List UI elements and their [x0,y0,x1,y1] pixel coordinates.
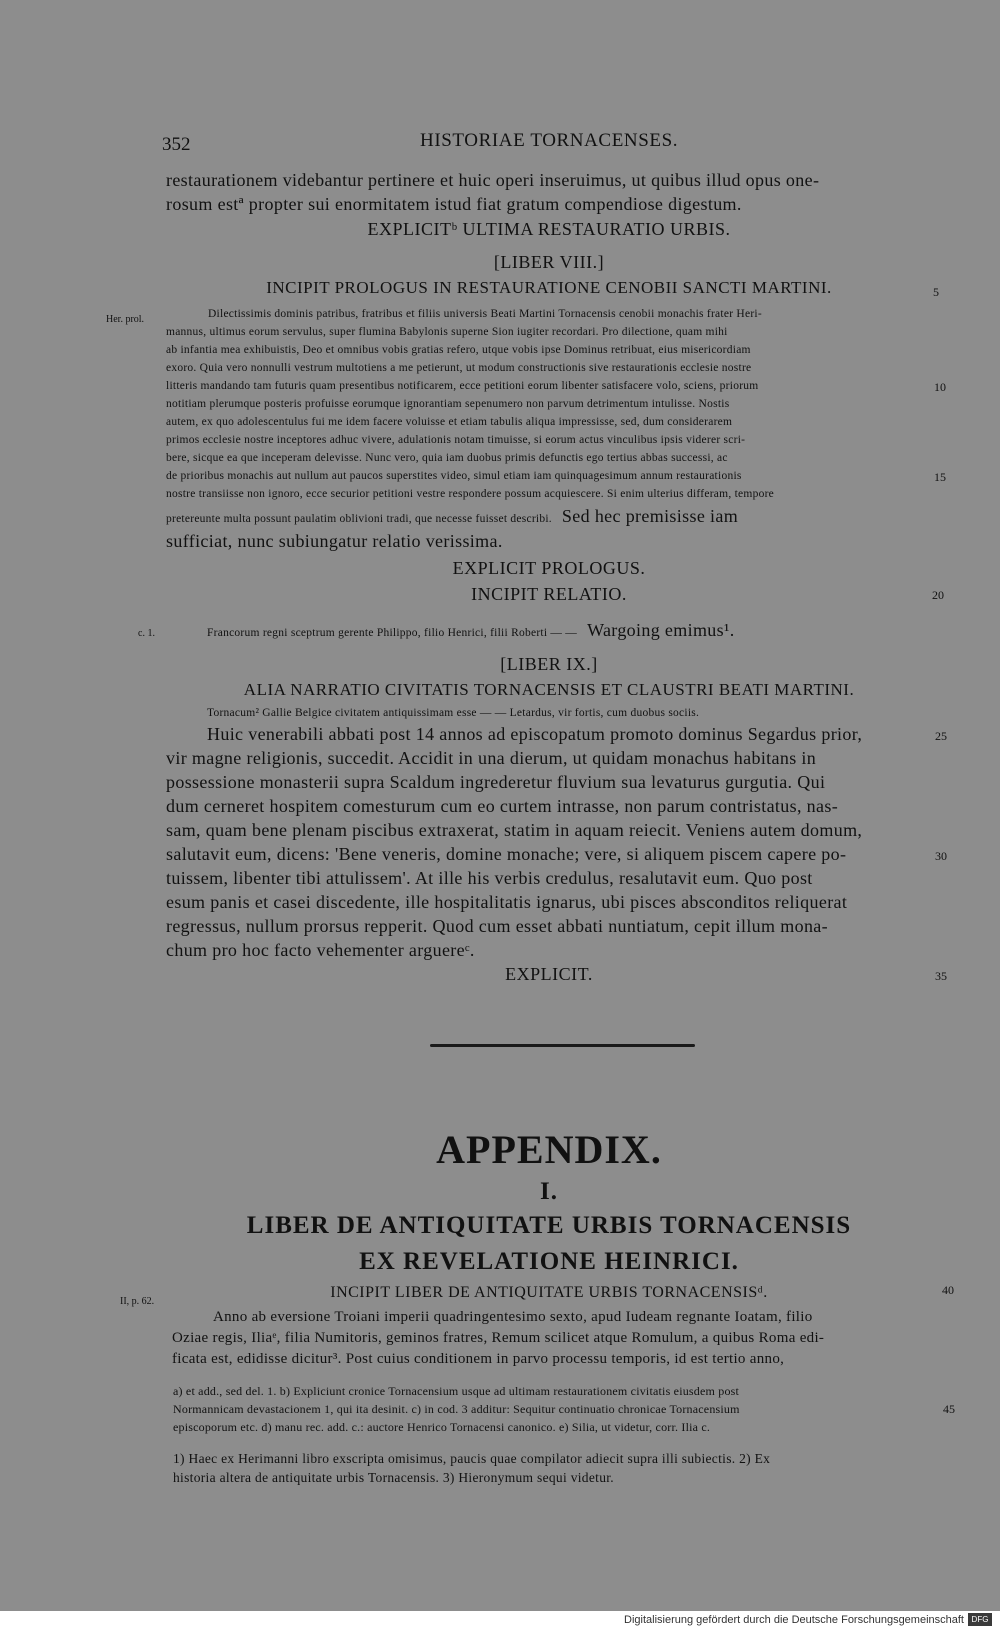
text-line: Dilectissimis dominis patribus, fratribus et filiis universis Beati Martini Tornacensis cenobii monachis frater Heri- [208,308,762,320]
text-line: esum panis et casei discedente, ille hospitalitatis ignarus, ubi pisces absconditos reliquerat [166,892,848,912]
footnote-line: Normannicam devastacionem 1, qui ita desinit. c) in cod. 3 additur: Sequitur continuatio chronicae Tornacensium [173,1402,740,1416]
text-line: mannus, ultimus eorum servulus, super flumina Babylonis superne Sion iugiter recordari. Pro dilectione, quam mihi [166,326,728,338]
line-number: 15 [934,470,946,484]
text-span: Sed hec premisisse iam [561,506,739,526]
text-line: nostre transiisse non ignoro, ecce securior petitioni vestre respondere possum acquiescere. Si enim ulterius differam, tempore [166,488,775,500]
text-line: possessione monasterii supra Scaldum ingrederetur fluvium sua levaturus gurgutia. Qui [166,772,826,792]
text-line: vir magne religionis, succedit. Accidit in una dierum, ut quidam monachus habitans in [166,748,817,768]
footnote-line: episcoporum etc. d) manu rec. add. c.: auctore Henrico Tornacensi canonico. e) Silia, ut videtur, corr. Ilia c. [173,1420,711,1434]
text-line: Anno ab eversione Troiani imperii quadringentesimo sexto, apud Iudeam regnante Ioatam, filio [213,1309,813,1325]
text-line: litteris mandando tam futuris quam presentibus notificarem, ecce petitioni eorum libenter satisfacere volo, sciens, priorum [166,380,759,392]
text-line: de prioribus monachis aut nullum aut paucos superstites video, simul etiam iam quinquagesimum annum restaurationis [166,470,742,482]
text-line: chum pro hoc facto vehementer arguereᶜ. [166,940,475,960]
text-line: salutavit eum, dicens: 'Bene veneris, domine monache; vere, si aliquem piscem capere po- [166,844,847,864]
book-heading: [LIBER VIII.] [493,252,605,272]
appendix-numeral: I. [540,1178,558,1205]
section-heading: EXPLICIT PROLOGUS. [452,558,646,578]
line-number: 10 [934,380,946,394]
text-line: Oziae regis, Iliaᵉ, filia Numitoris, geminos fratres, Remum scilicet atque Romulum, a quibus Roma edi- [172,1330,825,1346]
text-line: dum cerneret hospitem comesturum cum eo curtem intrasse, non parum contristatus, nas- [166,796,839,816]
line-number: 5 [933,285,939,299]
appendix-subtitle: EX REVELATIONE HEINRICI. [359,1248,739,1275]
section-heading: INCIPIT LIBER DE ANTIQUITATE URBIS TORNACENSISᵈ. [330,1284,768,1301]
appendix-title: APPENDIX. [436,1127,662,1172]
section-heading: INCIPIT PROLOGUS IN RESTAURATIONE CENOBII SANCTI MARTINI. [266,278,832,297]
text-line: restaurationem videbantur pertinere et huic operi inseruimus, ut quibus illud opus one- [166,170,820,190]
text-line: sam, quam bene plenam piscibus extraxerat, statim in aquam reiecit. Veniens autem domum, [166,820,863,840]
footnote-line: a) et add., sed del. 1. b) Expliciunt cronice Tornacensium usque ad ultimam restaurationem civitatis eiusdem post [173,1384,740,1398]
text-line: regressus, nullum prorsus repperit. Quod cum esset abbati nuntiatum, cepit illum mona- [166,916,828,936]
text-line: Huic venerabili abbati post 14 annos ad episcopatum promoto dominus Segardus prior, [207,724,863,744]
footnote-line: historia altera de antiquitate urbis Tornacensis. 3) Hieronymum sequi videtur. [173,1470,614,1485]
section-heading: EXPLICITᵇ ULTIMA RESTAURATIO URBIS. [367,219,731,239]
running-title: HISTORIAE TORNACENSES. [420,130,679,151]
text-span: pretereunte multa possunt paulatim oblivioni tradi, que necesse fuisset describi. [166,513,552,525]
text-span: Francorum regni sceptrum gerente Philippo, filio Henrici, filii Roberti — — [207,627,578,639]
line-number: 45 [943,1402,955,1416]
margin-note: c. 1. [138,628,155,639]
text-line: rosum estª propter sui enormitatem istud fiat gratum compendiose digestum. [166,194,742,214]
dfg-logo: DFG [968,1613,992,1626]
line-number: 35 [935,969,947,983]
text-line-mixed [166,506,932,527]
text-line: exoro. Quia vero nonnulli vestrum multotiens a me petierunt, ut modum constructionis sive restaurationis ecclesie nostre [166,362,752,374]
section-heading: INCIPIT RELATIO. [471,584,627,604]
text-line: sufficiat, nunc subiungatur relatio verissima. [166,531,503,551]
text-line: tuissem, libenter tibi attulissem'. At ille his verbis credulus, resalutavit eum. Quo post [166,868,813,888]
appendix-subtitle: LIBER DE ANTIQUITATE URBIS TORNACENSIS [246,1212,852,1239]
text-line: Tornacum² Gallie Belgice civitatem antiquissimam esse — — Letardus, vir fortis, cum duobus sociis. [207,707,700,719]
margin-note: Her. prol. [106,314,145,325]
text-line: bere, sicque ea que inceperam delevisse. Nunc vero, quia iam duobus primis defunctis ego tertius abbas successi, ac [166,452,728,464]
line-number: 40 [942,1283,954,1297]
text-line-mixed [207,620,932,641]
line-number: 30 [935,849,947,863]
text-line: ab infantia mea exhibuistis, Deo et omnibus vobis gratias refero, utque vobis ipse Dominus retribuat, eius misericordiam [166,344,751,356]
credit-text: Digitalisierung gefördert durch die Deutsche Forschungsgemeinschaft [624,1614,964,1626]
line-number: 25 [935,729,947,743]
text-line: notitiam plerumque posteris profuisse eorumque ignorantiam sepenumero non parvum detrimentum intulisse. Nostis [166,398,730,410]
footnote-line: 1) Haec ex Herimanni libro exscripta omisimus, paucis quae compilator adiecit supra illi subiectis. 2) Ex [173,1451,771,1466]
book-heading: [LIBER IX.] [500,654,598,674]
text-span: Wargoing emimus¹. [587,620,735,640]
decorative-rule [430,1044,695,1047]
text-line: autem, ex quo adolescentulus fui me idem facere voluisse et etiam tabulis aliqua impressisse, sed, dum considerarem [166,416,733,428]
section-heading: ALIA NARRATIO CIVITATIS TORNACENSIS ET CLAUSTRI BEATI MARTINI. [243,680,855,699]
text-line: primos ecclesie nostre inceptores adhuc vivere, adulationis notam timuisse, si eorum actus vinculibus ipsis viderer scri- [166,434,746,446]
line-number: 20 [932,588,944,602]
text-line: ficata est, edidisse dicitur³. Post cuius conditionem in parvo processu temporis, id est tertio anno, [172,1351,785,1367]
section-heading: EXPLICIT. [505,964,593,984]
page-number: 352 [162,134,191,155]
margin-note: II, p. 62. [120,1296,155,1307]
